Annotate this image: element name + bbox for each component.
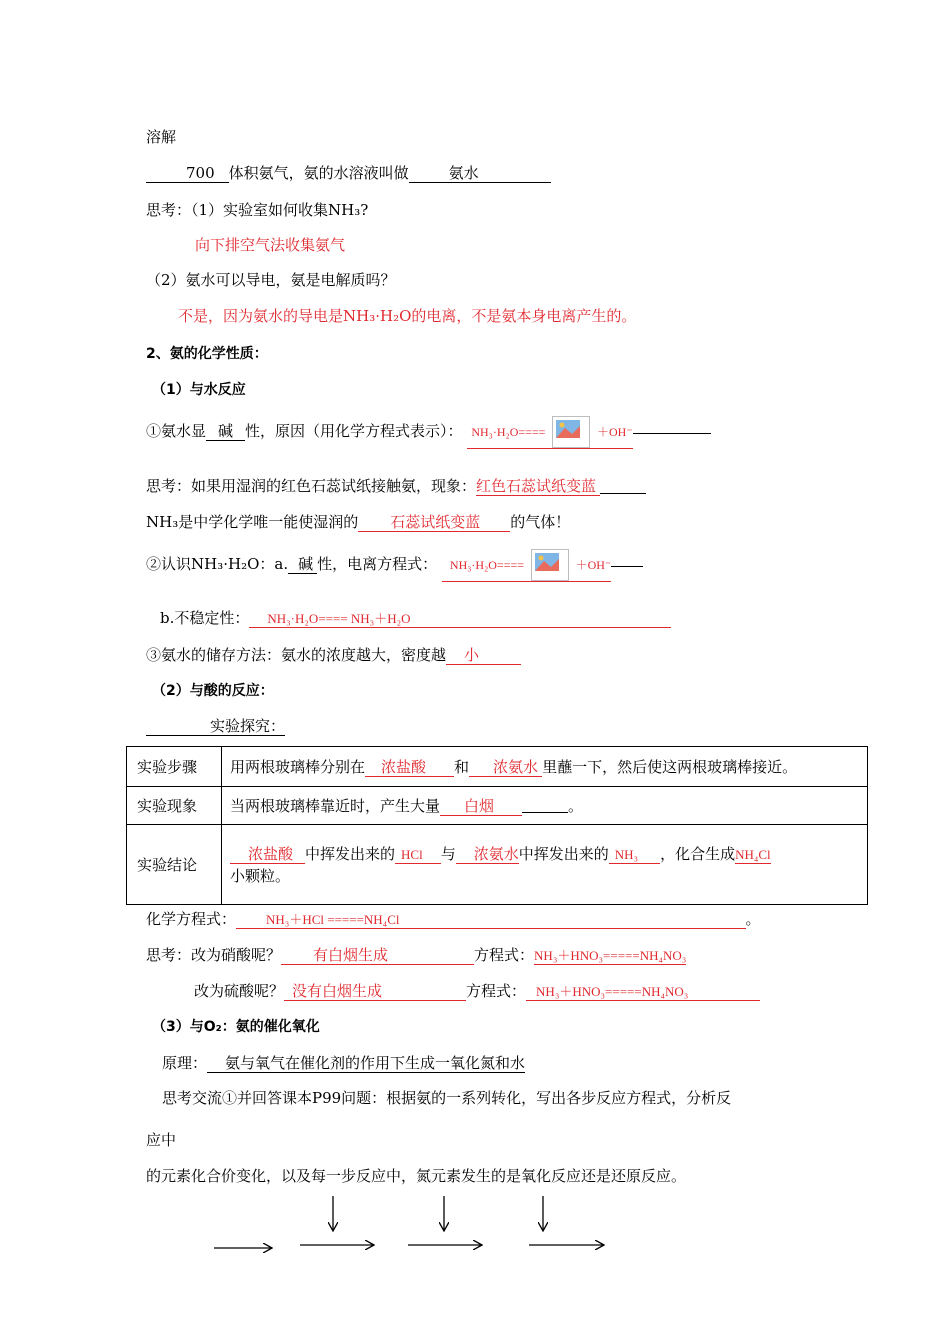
q2b-pre: b.不稳定性： — [160, 609, 250, 627]
q1-blank-base: 碱 — [206, 423, 245, 441]
discuss-line-2: 应中 — [146, 1131, 177, 1149]
r1-d: 里蘸一下，然后使这两根玻璃棒接近。 — [542, 757, 798, 776]
q1-nh3-pre: NH₃是中学化学唯一能使湿润的 — [146, 513, 359, 531]
row-header-steps: 实验步骤 — [127, 747, 222, 787]
r2-a: 当两根玻璃棒靠近时，产生大量 — [230, 796, 441, 815]
chemeq-pre: 化学方程式： — [146, 910, 237, 928]
discuss-line-3: 的元素化合价变化，以及每一步反应中，氮元素发生的是氧化反应还是还原反应。 — [146, 1167, 687, 1185]
r2-smoke: 白烟 — [440, 798, 522, 816]
q1-think-pre: 思考：如果用湿润的红色石蕊试纸接触氨，现象： — [146, 477, 477, 495]
q1-think-answer: 红色石蕊试纸变蓝 — [476, 478, 600, 496]
q1-nh3-answer: 石蕊试纸变蓝 — [358, 514, 510, 532]
sub-1-title: （1）与水反应 — [152, 382, 246, 398]
sulfuric-answer: 没有白烟生成 — [284, 983, 466, 1001]
think-label: 思考： — [146, 201, 192, 219]
q3-pre: ③氨水的储存方法：氨水的浓度越大，密度越 — [146, 646, 447, 664]
sulfuric-eq: NH₃＋HNO₃=====NH₄NO₃ — [526, 983, 760, 1001]
discuss-line-1: 思考交流①并回答课本P99问题：根据氨的一系列转化，写出各步反应方程式，分析反 — [162, 1089, 732, 1107]
r3-nh4cl: NH₄Cl — [735, 846, 771, 862]
think1-answer: 向下排空气法收集氨气 — [195, 236, 346, 254]
nitric-eq: NH₃＋HNO₃=====NH₄NO₃ — [534, 948, 687, 963]
r3-d: 中挥发出来的 — [518, 844, 609, 863]
q2b-eq: NH₃·H₂O==== NH₃＋H₂O — [249, 610, 670, 628]
q2-eq2: ＋OH⁻ — [575, 558, 612, 572]
para-dissolve: 溶解 — [146, 128, 177, 146]
q1-mid: 性，原因（用化学方程式表示）： — [245, 422, 463, 440]
nitric-pre: 思考：改为硝酸呢？ — [146, 946, 282, 964]
principle-pre: 原理： — [162, 1054, 208, 1072]
r3-hcl-formula: HCl — [395, 846, 441, 864]
nitric-answer: 有白烟生成 — [281, 947, 474, 965]
r3-nh3: 浓氨水 — [456, 846, 519, 864]
r1-nh3: 浓氨水 — [469, 759, 542, 777]
r3-e: ，化合生成 — [660, 844, 736, 863]
think2-answer: 不是，因为氨水的导电是NH₃·H₂O的电离，不是氨本身电离产生的。 — [178, 307, 637, 325]
text-mid: 体积氨气，氨的水溶液叫做 — [228, 164, 409, 182]
blank-ammonia-water: 氨水 — [409, 165, 551, 183]
q3-answer: 小 — [446, 647, 521, 665]
q2-pre: ②认识NH₃·H₂O：a. — [146, 555, 289, 573]
row-header-conclusion: 实验结论 — [127, 825, 222, 905]
section-2-title: 2、氨的化学性质： — [146, 346, 268, 362]
r1-a: 用两根玻璃棒分别在 — [230, 757, 366, 776]
q2-eq: NH₃·H₂O==== — [449, 558, 525, 572]
r3-c: 与 — [440, 844, 456, 863]
sulfuric-mid: 方程式： — [466, 982, 527, 1000]
r3-nh3-formula: NH₃ — [609, 846, 660, 864]
q2-mid: 性，电离方程式： — [317, 555, 438, 573]
think2-question: （2）氨水可以导电，氨是电解质吗？ — [146, 271, 396, 289]
chemeq-eq: NH₃＋HCl =====NH₄Cl — [236, 911, 745, 929]
r2-c: 。 — [568, 796, 584, 815]
explore-label: 实验探究： — [146, 718, 285, 736]
r3-hcl: 浓盐酸 — [230, 846, 305, 864]
row-header-phenomenon: 实验现象 — [127, 787, 222, 825]
sub-3-title: （3）与O₂：氨的催化氧化 — [152, 1019, 320, 1035]
r3-a: 中挥发出来的 — [305, 844, 396, 863]
think1-q: （1）实验室如何收集NH₃? — [191, 201, 369, 219]
q1-eq: NH₃·H₂O==== — [471, 425, 546, 439]
q1-nh3-post: 的气体！ — [510, 513, 571, 531]
nitric-mid: 方程式： — [474, 946, 535, 964]
r1-c: 和 — [454, 757, 470, 776]
sulfuric-pre: 改为硫酸呢？ — [194, 982, 285, 1000]
q1-eq2: ＋OH⁻ — [597, 425, 633, 439]
chemeq-post: 。 — [745, 910, 761, 928]
r1-hcl: 浓盐酸 — [365, 759, 454, 777]
r3-f: 小颗粒。 — [230, 866, 291, 885]
blank-700: 700 — [146, 165, 229, 183]
q2-blank-base: 碱 — [288, 556, 317, 574]
principle-answer: 氨与氧气在催化剂的作用下生成一氧化氮和水 — [207, 1055, 525, 1073]
sub-2-title: （2）与酸的反应： — [152, 683, 274, 699]
q1-pre: ①氨水显 — [146, 422, 207, 440]
